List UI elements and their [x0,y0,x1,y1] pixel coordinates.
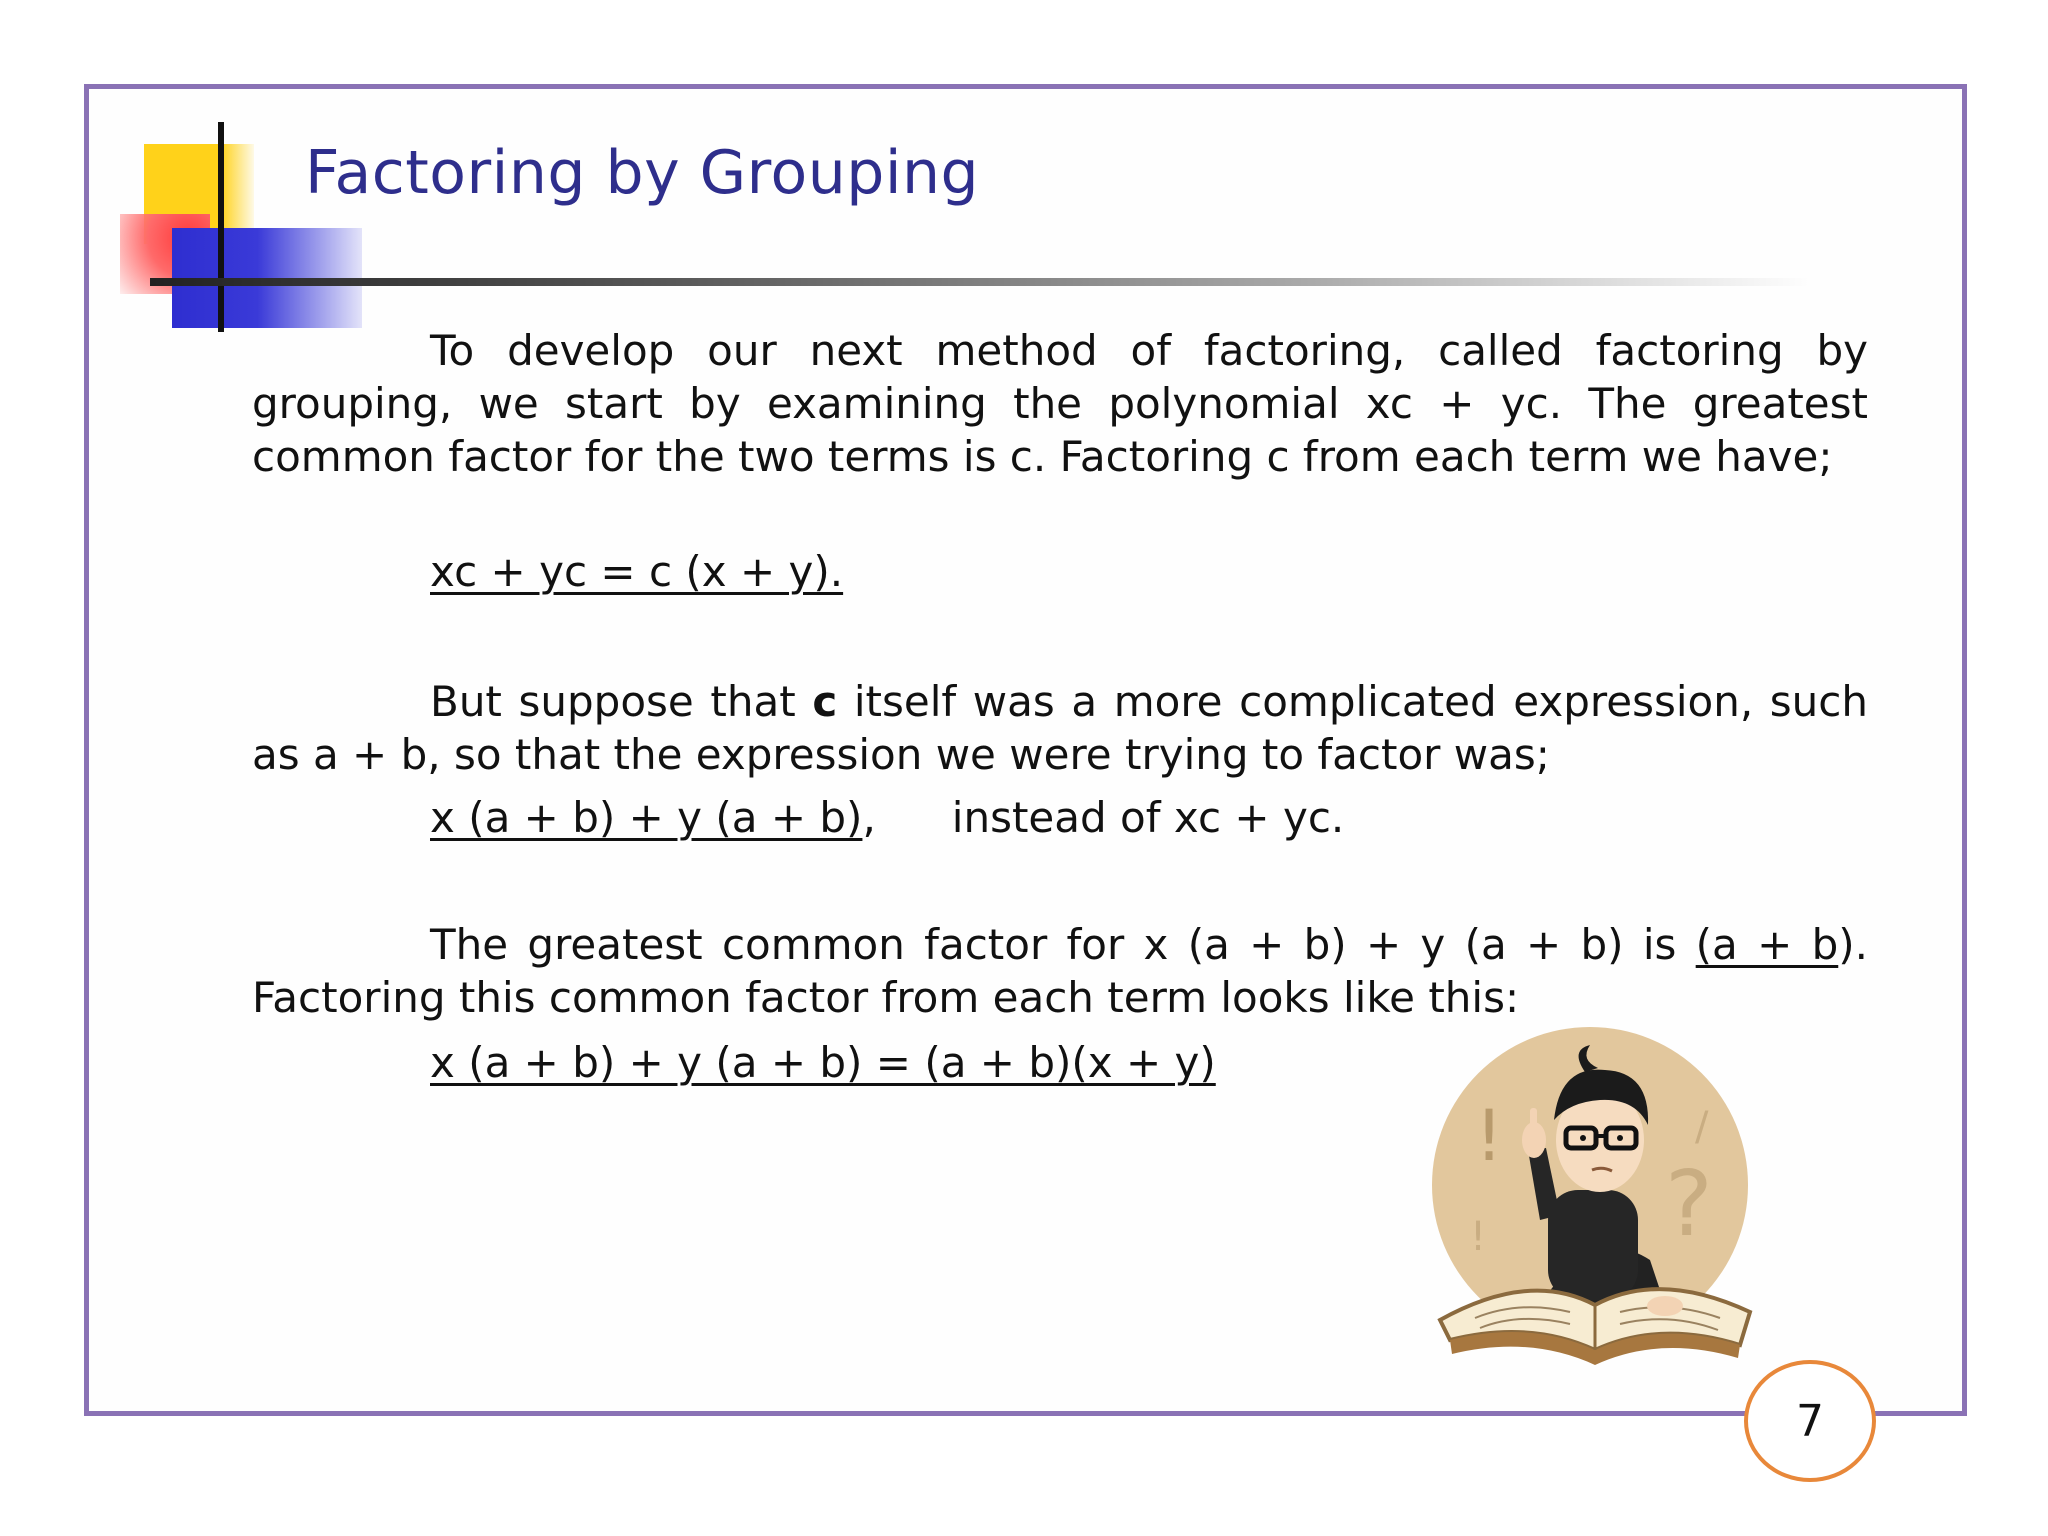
paragraph-3-after-underline: ). Factoring this common factor from each term looks like this: [252,920,1868,1022]
thinking-student-illustration [1420,1020,1760,1370]
equation-2-comma: , [862,793,876,842]
equation-3-text: x (a + b) + y (a + b) = (a + b)(x + y) [430,1038,1216,1087]
equation-1-text: xc + yc = c (x + y). [430,547,844,596]
paragraph-2-after-bold: itself was a more complicated expression, such as a + b, so that the expression we were trying to factor was; [252,677,1868,779]
svg-text:/: / [1695,1104,1709,1150]
svg-text:!: ! [1470,1214,1487,1260]
paragraph-3-underlined: (a + b [1695,920,1839,969]
slide-title: Factoring by Grouping [305,138,980,208]
equation-2-note: instead of xc + yc. [951,793,1345,842]
title-underline-rule [150,278,1810,286]
paragraph-1 [252,324,1868,483]
paragraph-3 [252,918,1868,1024]
equation-1 [430,545,843,598]
page-number-badge [1744,1360,1876,1482]
paragraph-2 [252,675,1868,781]
svg-text:?: ? [1665,1152,1713,1257]
page-number-text: 7 [1796,1395,1824,1447]
paragraph-3-before-underline: The greatest common factor for x (a + b) + y (a + b) is [430,920,1696,969]
paragraph-1-text: To develop our next method of factoring, called factoring by grouping, we start by examining the polynomial xc + yc. The greatest common factor for the two terms is c. Factoring c from each term we have; [252,326,1868,481]
svg-text:!: ! [1475,1095,1504,1177]
equation-3 [430,1036,1216,1089]
decoration-vertical-line [218,122,224,332]
equation-2 [430,791,1344,844]
paragraph-2-bold: c [812,677,838,726]
equation-2-underlined: x (a + b) + y (a + b) [430,793,863,842]
paragraph-2-before-bold: But suppose that [430,677,813,726]
